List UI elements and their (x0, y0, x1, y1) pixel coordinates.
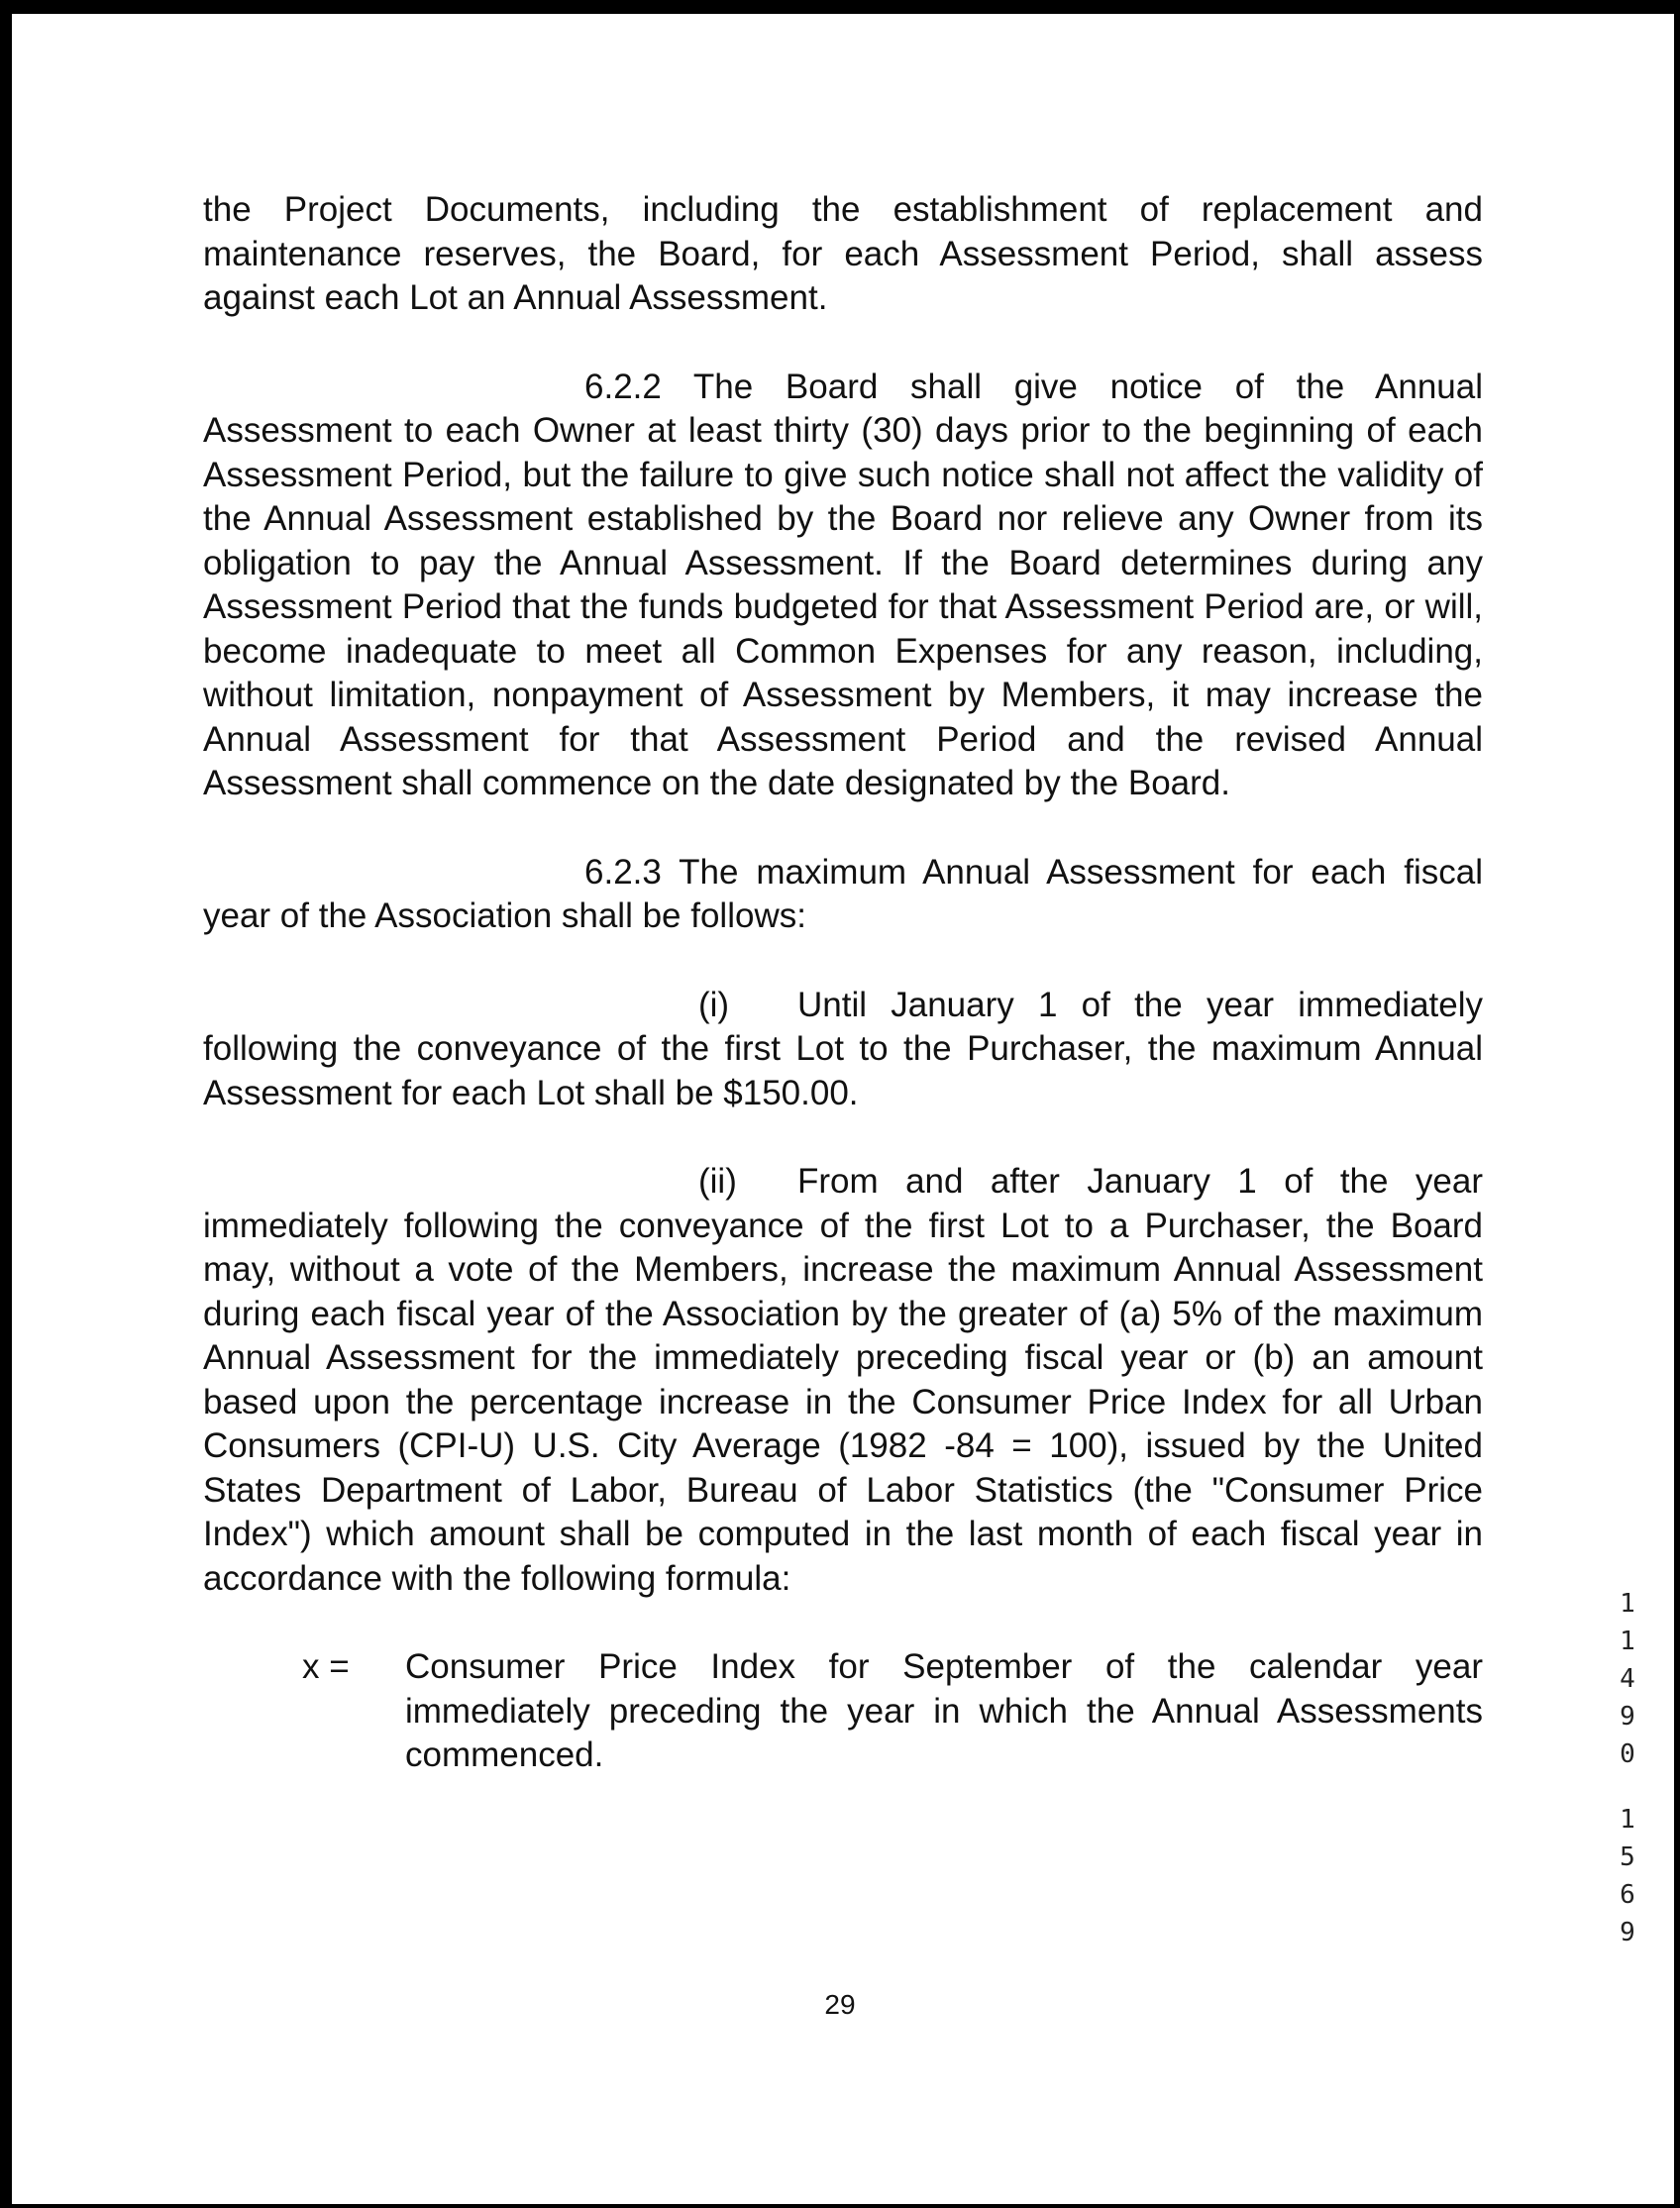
document-body (203, 188, 1483, 1778)
stamp-digit: 1 (1620, 1627, 1635, 1656)
clause-ii-text: From and after January 1 of the year immediately following the conveyance of the first Lot to a Purchaser, the Board may, without a vote of the Members, increase the maximum Annual Assessment during each fiscal year of the Association by the greater of (a) 5% of the maximum Annual Assessment for the immediately preceding fiscal year or (b) an amount based upon the percentage increase in the Consumer Price Index for all Urban Consumers (CPI-U) U.S. City Average (1982 -84 = 100), issued by the United States Department of Labor, Bureau of Labor Statistics (the "Consumer Price Index") which amount shall be computed in the last month of each fiscal year in accordance with the following formula: (203, 1162, 1483, 1598)
clause-i-text: Until January 1 of the year immediately following the conveyance of the first Lot to the Purchaser, the maximum Annual Assessment for each Lot shall be $150.00. (203, 985, 1483, 1112)
clause-ii-label: (ii) (698, 1162, 737, 1201)
stamp-digit: 1 (1620, 1805, 1635, 1835)
margin-bates-stamp (1613, 1585, 1642, 1951)
scan-border-bottom (0, 2204, 1680, 2208)
formula-definition: Consumer Price Index for September of the calendar year immediately preceding the year in which the Annual Assessments commenced. (405, 1647, 1483, 1774)
stamp-digit: 0 (1620, 1739, 1635, 1769)
section-6-2-3: 6.2.3 The maximum Annual Assessment for each fiscal year of the Association shall be follows: (203, 852, 1483, 935)
clause-i (203, 984, 1483, 1116)
stamp-digit: 6 (1620, 1880, 1635, 1910)
page-number: 29 (824, 1989, 856, 2020)
stamp-digit: 1 (1620, 1589, 1635, 1619)
stamp-gap (1613, 1773, 1642, 1801)
formula-variable: x = (302, 1647, 350, 1686)
paragraph-continuation: the Project Documents, including the establishment of replacement and maintenance reserves, the Board, for each Assessment Period, shall assess against each Lot an Annual Assessment. (203, 190, 1483, 317)
clause-i-label: (i) (698, 985, 730, 1024)
clause-ii (203, 1160, 1483, 1601)
stamp-digit: 9 (1620, 1918, 1635, 1947)
stamp-digit: 4 (1620, 1664, 1635, 1694)
scan-border-top (0, 0, 1680, 14)
section-6-2-2: 6.2.2 The Board shall give notice of the Annual Assessment to each Owner at least thirty (30) days prior to the beginning of each Assessment Period, but the failure to give such notice shall not affect the validity of the Annual Assessment established by the Board nor relieve any Owner from its obligation to pay the Annual Assessment. If the Board determines during any Assessment Period that the funds budgeted for that Assessment Period are, or will, become inadequate to meet all Common Expenses for any reason, including, without limitation, nonpayment of Assessment by Members, it may increase the Annual Assessment for that Assessment Period and the revised Annual Assessment shall commence on the date designated by the Board. (203, 367, 1483, 802)
scan-border-right (1674, 0, 1680, 2208)
scan-border-left (0, 0, 12, 2208)
formula-block (203, 1645, 1483, 1778)
stamp-digit: 9 (1620, 1702, 1635, 1732)
stamp-digit: 5 (1620, 1842, 1635, 1872)
